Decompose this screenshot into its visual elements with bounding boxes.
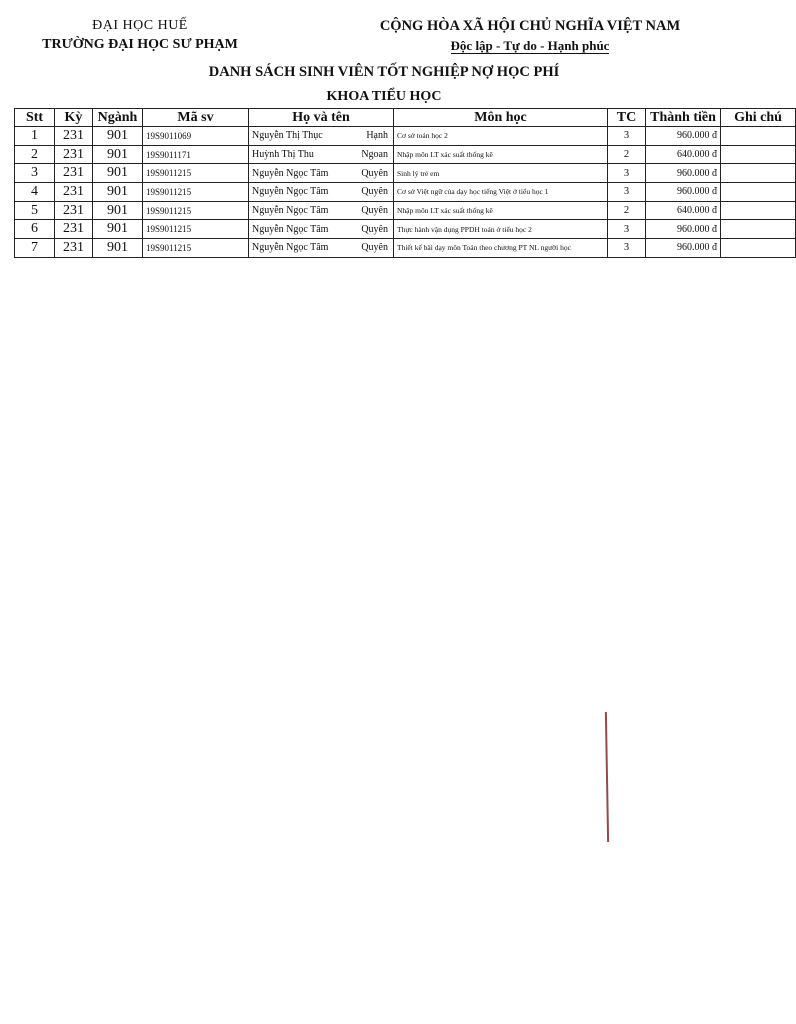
row-tc: 3 [608,127,646,146]
row-stt: 5 [15,201,55,220]
row-ho: Nguyễn Ngọc Tâm [252,223,329,235]
row-monhoc: Nhập môn LT xác suất thống kê [394,201,608,220]
table-row [15,127,796,146]
row-ten: Hạnh [366,130,388,142]
row-hoten [249,164,394,183]
row-ten: Quyên [361,205,388,217]
col-header-nganh: Ngành [93,109,143,127]
row-ky: 231 [55,145,93,164]
row-hoten [249,239,394,258]
row-masv: 19S9011215 [143,183,249,202]
row-ten: Quyên [361,167,388,179]
row-tc: 2 [608,145,646,164]
row-ky: 231 [55,220,93,239]
row-monhoc: Thực hành vận dụng PPDH toán ở tiểu học 2 [394,220,608,239]
row-nganh: 901 [93,164,143,183]
table-row [15,239,796,258]
document-subtitle: KHOA TIỂU HỌC [326,89,442,104]
row-thanhtien: 960.000 đ [646,127,721,146]
row-tc: 3 [608,164,646,183]
row-monhoc: Cơ sở toán học 2 [394,127,608,146]
row-monhoc: Nhập môn LT xác suất thống kê [394,145,608,164]
national-header [300,18,760,54]
row-ho: Nguyễn Ngọc Tâm [252,205,329,217]
row-ho: Nguyễn Ngọc Tâm [252,186,329,198]
table-body [15,127,796,258]
row-ghichu [721,164,796,183]
col-header-monhoc: Môn học [394,109,608,127]
national-motto: Độc lập - Tự do - Hạnh phúc [450,38,610,53]
row-thanhtien: 960.000 đ [646,183,721,202]
row-ho: Nguyễn Thị Thục [252,130,323,142]
row-monhoc: Thiết kế bài dạy môn Toán theo chương PT NL người học [394,239,608,258]
row-masv: 19S9011215 [143,239,249,258]
row-monhoc: Sinh lý trẻ em [394,164,608,183]
student-debt-table [14,108,796,258]
row-nganh: 901 [93,201,143,220]
col-header-tc: TC [608,109,646,127]
row-masv: 19S9011171 [143,145,249,164]
row-ten: Ngoan [361,149,388,161]
row-nganh: 901 [93,239,143,258]
col-header-ghichu: Ghi chú [721,109,796,127]
row-tc: 3 [608,239,646,258]
table-row [15,220,796,239]
row-ghichu [721,145,796,164]
row-stt: 2 [15,145,55,164]
row-ky: 231 [55,164,93,183]
row-masv: 19S9011069 [143,127,249,146]
row-ghichu [721,201,796,220]
row-masv: 19S9011215 [143,164,249,183]
row-monhoc: Cơ sở Việt ngữ của dạy học tiếng Việt ở tiểu học 1 [394,183,608,202]
row-hoten [249,183,394,202]
university-name: ĐẠI HỌC HUẾ [92,18,188,33]
row-thanhtien: 640.000 đ [646,201,721,220]
row-tc: 3 [608,220,646,239]
table-row [15,183,796,202]
row-hoten [249,145,394,164]
col-header-stt: Stt [15,109,55,127]
row-nganh: 901 [93,127,143,146]
row-tc: 3 [608,183,646,202]
row-stt: 1 [15,127,55,146]
row-hoten [249,201,394,220]
row-nganh: 901 [93,145,143,164]
row-ten: Quyên [361,242,388,254]
row-nganh: 901 [93,183,143,202]
row-ghichu [721,220,796,239]
row-ky: 231 [55,239,93,258]
row-stt: 4 [15,183,55,202]
col-header-hoten: Họ và tên [249,109,394,127]
row-thanhtien: 960.000 đ [646,164,721,183]
document-title: DANH SÁCH SINH VIÊN TỐT NGHIỆP NỢ HỌC PHÍ [208,64,560,80]
row-ghichu [721,127,796,146]
row-ho: Nguyễn Ngọc Tâm [252,167,329,179]
row-ghichu [721,183,796,202]
row-thanhtien: 640.000 đ [646,145,721,164]
row-stt: 6 [15,220,55,239]
institution-header [20,18,260,53]
row-ky: 231 [55,183,93,202]
row-ten: Quyên [361,223,388,235]
row-nganh: 901 [93,220,143,239]
row-thanhtien: 960.000 đ [646,220,721,239]
table-row [15,201,796,220]
table-row [15,145,796,164]
row-ho: Huỳnh Thị Thu [252,149,314,161]
school-name: TRƯỜNG ĐẠI HỌC SƯ PHẠM [42,37,238,52]
row-ho: Nguyễn Ngọc Tâm [252,242,329,254]
row-masv: 19S9011215 [143,220,249,239]
row-ten: Quyên [361,186,388,198]
col-header-ky: Kỳ [55,109,93,127]
row-masv: 19S9011215 [143,201,249,220]
col-header-thanhtien: Thành tiền [646,109,721,127]
table-row [15,164,796,183]
row-stt: 3 [15,164,55,183]
row-thanhtien: 960.000 đ [646,239,721,258]
row-hoten [249,220,394,239]
row-tc: 2 [608,201,646,220]
row-stt: 7 [15,239,55,258]
table-header-row [15,109,796,127]
pen-mark [605,712,609,842]
row-ky: 231 [55,127,93,146]
row-hoten [249,127,394,146]
row-ky: 231 [55,201,93,220]
col-header-masv: Mã sv [143,109,249,127]
row-ghichu [721,239,796,258]
national-title: CỘNG HÒA XÃ HỘI CHỦ NGHĨA VIỆT NAM [379,18,681,34]
